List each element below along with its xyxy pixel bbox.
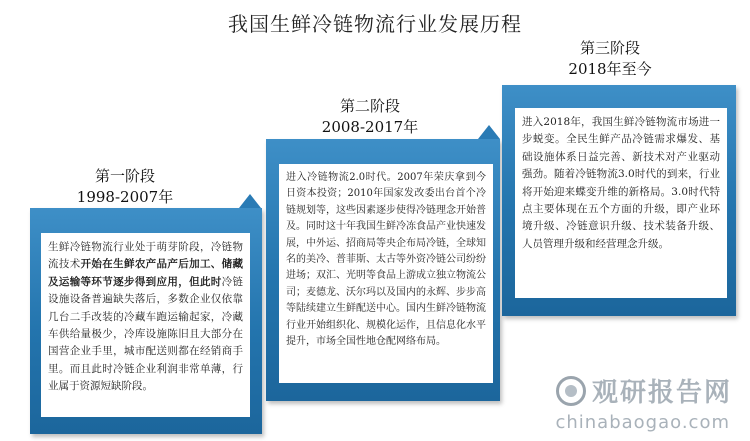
diagram-title: 我国生鲜冷链物流行业发展历程: [228, 12, 522, 36]
stage-2-period: 2008-2017年: [321, 118, 419, 136]
stage-1-text-pre: 生鲜冷链物流行业处于萌芽阶段，冷链物流技术: [48, 241, 243, 271]
stage-3-name: 第三阶段: [579, 39, 640, 57]
stage-2-label: [305, 96, 435, 138]
stage-1-text-bold: 开始在生鲜农产品产后加工、储藏及运输等环节逐步得到应用，但此时: [48, 258, 244, 288]
watermark-name: 观研报告网: [591, 378, 732, 408]
stage-1-arrow-icon: [239, 194, 261, 208]
stage-2-description: 进入冷链物流2.0时代。2007年荣庆拿到今日资本投资；2010年国家发改委出台首个冷链规划等，这些因素逐步使得冷链理念开始普及。同时这十年我国生鲜冷冻食品产业快速发展，中外运、招商局等央企布局冷链，全球知名的美冷、普菲斯、太古等外资冷链公司纷纷进场；双汇、光明等食品上游成立独立物流公司；麦德龙、沃尔玛以及国内的永辉、步步高等陆续建立生鲜配送中心。国内生鲜冷链物流行业开始组织化、规模化运作，且信息化水平提升，市场全国性地仓配网络布局。: [279, 164, 493, 383]
stage-1-description: [41, 233, 250, 417]
stage-1-name: 第一阶段: [94, 167, 155, 185]
stage-2-arrow-icon: [478, 125, 500, 139]
stage-1-text-post: 冷链设施设备普遍缺失落后，多数企业仅依靠几台二手改装的冷藏车跑运输起家，冷藏车供给量极少，冷库设施陈旧且大部分在国营企业手里，城市配送则都在经销商手里。而且此时冷链企业利润非常单薄，行业属于资源短缺阶段。: [48, 275, 244, 393]
stage-3-period: 2018年至今: [568, 60, 652, 78]
stage-2-name: 第二阶段: [339, 97, 400, 115]
stage-3-label: [555, 38, 665, 80]
stage-1-period: 1998-2007年: [76, 188, 174, 206]
brand-logo-icon: [556, 376, 586, 406]
stage-1-label: [60, 166, 190, 208]
watermark-url: chinabaogao.com: [555, 412, 730, 433]
stage-3-description: 进入2018年，我国生鲜冷链物流市场进一步蜕变。全民生鲜产品冷链需求爆发、基础设施体系日益完善、新技术对产业驱动强劲。随着冷链物流3.0时代的到来，行业将开始迎来蝶变升维的新格局。3.0时代特点主要体现在五个方面的升级，即产业环境升级、冷链意识升级、技术装备升级、人员管理升级和经营理念升级。: [515, 108, 727, 298]
watermark-logo: [556, 372, 732, 409]
